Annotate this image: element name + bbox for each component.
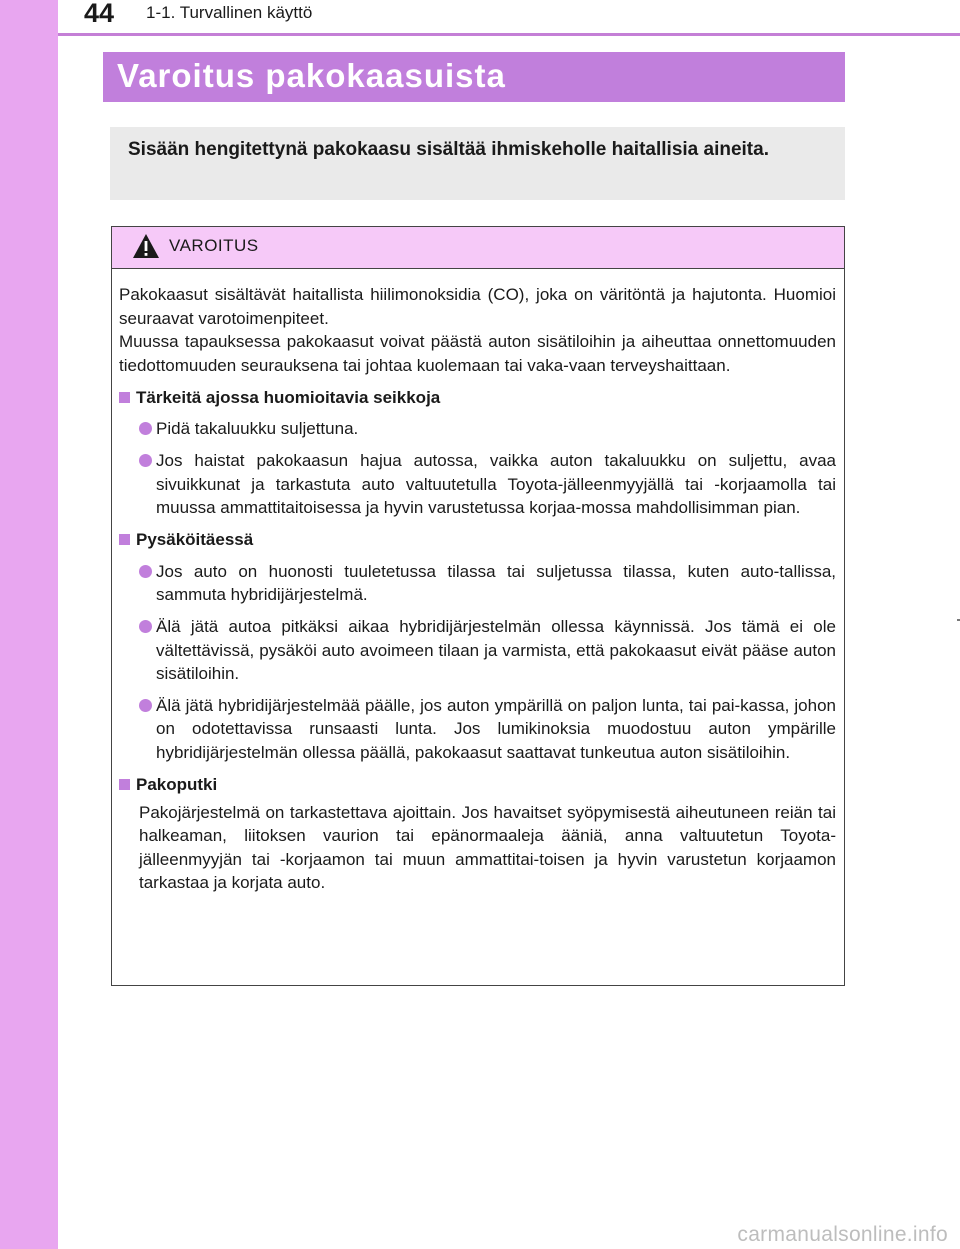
list-item bbox=[119, 615, 836, 686]
circle-bullet-icon bbox=[139, 454, 152, 467]
warning-triangle-icon bbox=[132, 233, 160, 259]
page-number: 44 bbox=[58, 0, 140, 32]
subheading-driving bbox=[119, 385, 836, 409]
square-bullet-icon bbox=[119, 779, 130, 790]
intro-text: Sisään hengitettynä pakokaasu sisältää ihmiskeholle haitallisia aineita. bbox=[128, 139, 769, 160]
list-item-text: Pidä takaluukku suljettuna. bbox=[156, 419, 359, 439]
circle-bullet-icon bbox=[139, 699, 152, 712]
left-margin-band bbox=[0, 0, 58, 1249]
list-item bbox=[119, 694, 836, 765]
subheading-label: Tärkeitä ajossa huomioitavia seikkoja bbox=[136, 387, 441, 407]
list-item-text: Älä jätä hybridijärjestelmää päälle, jos auton ympärillä on paljon lunta, tai pai-kassa, johon on odotettavissa runsaasti lunta. Jos lumikinoksia muodostuu auton ympärille hybridijärjestelmän ollessa päällä, pakokaasut saattavat tunkeutua auton sisätiloihin. bbox=[156, 695, 836, 762]
list-item-text: Jos haistat pakokaasun hajua autossa, vaikka auton takaluukku on suljettu, avaa sivuikkunat ja tarkastuta auto valtuutetulla Toyota-jälleenmyyjällä tai -korjaamolla tai muussa ammattitaitoisessa ja hyvin varustetussa korjaa-mossa mahdollisimman pian. bbox=[156, 450, 836, 518]
warning-paragraph: Muussa tapauksessa pakokaasut voivat päästä auton sisätiloihin ja aiheuttaa onnettomuuden tiedottomuuden seurauksena tai johtaa kuolemaan tai vaka-vaan terveyshaittaan. bbox=[119, 332, 836, 375]
square-bullet-icon bbox=[119, 392, 130, 403]
chapter-title: 1-1. Turvallinen käyttö bbox=[146, 3, 313, 22]
circle-bullet-icon bbox=[139, 620, 152, 633]
subheading-label: Pysäköitäessä bbox=[136, 529, 254, 549]
header-rule bbox=[58, 33, 960, 36]
list-item-text: Älä jätä autoa pitkäksi aikaa hybridijärjestelmän ollessa käynnissä. Jos tämä ei ole vältettävissä, pysäköi auto avoimeen tilaan ja varmista, että pakokaasut eivät pääse auton sisätiloihin. bbox=[156, 616, 836, 684]
subheading-exhaust-pipe bbox=[119, 773, 836, 797]
exhaust-pipe-text: Pakojärjestelmä on tarkastettava ajoittain. Jos havaitset syöpymisestä aiheutuneen reiän tai halkeaman, liitoksen vaurion tai epänormaaleja ääniä, anna valtuutetun Toyota-jälleenmyyjän tai -korjaamon tai muun ammattitai-toisen ja hyvin varustetun korjaamon tarkastaa ja korjata auto. bbox=[139, 802, 836, 893]
list-item-text: Jos auto on huonosti tuuletetussa tilassa tai suljetussa tilassa, kuten auto-tallissa, sammuta hybridijärjestelmä. bbox=[156, 561, 836, 605]
list-item bbox=[119, 449, 836, 520]
subheading-label: Pakoputki bbox=[136, 774, 218, 794]
list-item bbox=[119, 417, 836, 441]
warning-body bbox=[112, 269, 844, 895]
section-title: Varoitus pakokaasuista bbox=[103, 52, 845, 102]
subheading-parking bbox=[119, 528, 836, 552]
watermark: carmanualsonline.info bbox=[737, 1223, 948, 1246]
warning-header bbox=[112, 227, 844, 269]
circle-bullet-icon bbox=[139, 565, 152, 578]
intro-box bbox=[110, 127, 845, 200]
warning-box bbox=[111, 226, 845, 986]
list-item bbox=[119, 560, 836, 607]
warning-paragraph: Pakokaasut sisältävät haitallista hiilimonoksidia (CO), joka on väritöntä ja hajutonta. Huomioi seuraavat varotoimenpiteet. bbox=[119, 285, 836, 328]
square-bullet-icon bbox=[119, 534, 130, 545]
warning-label: VAROITUS bbox=[169, 236, 259, 255]
circle-bullet-icon bbox=[139, 422, 152, 435]
